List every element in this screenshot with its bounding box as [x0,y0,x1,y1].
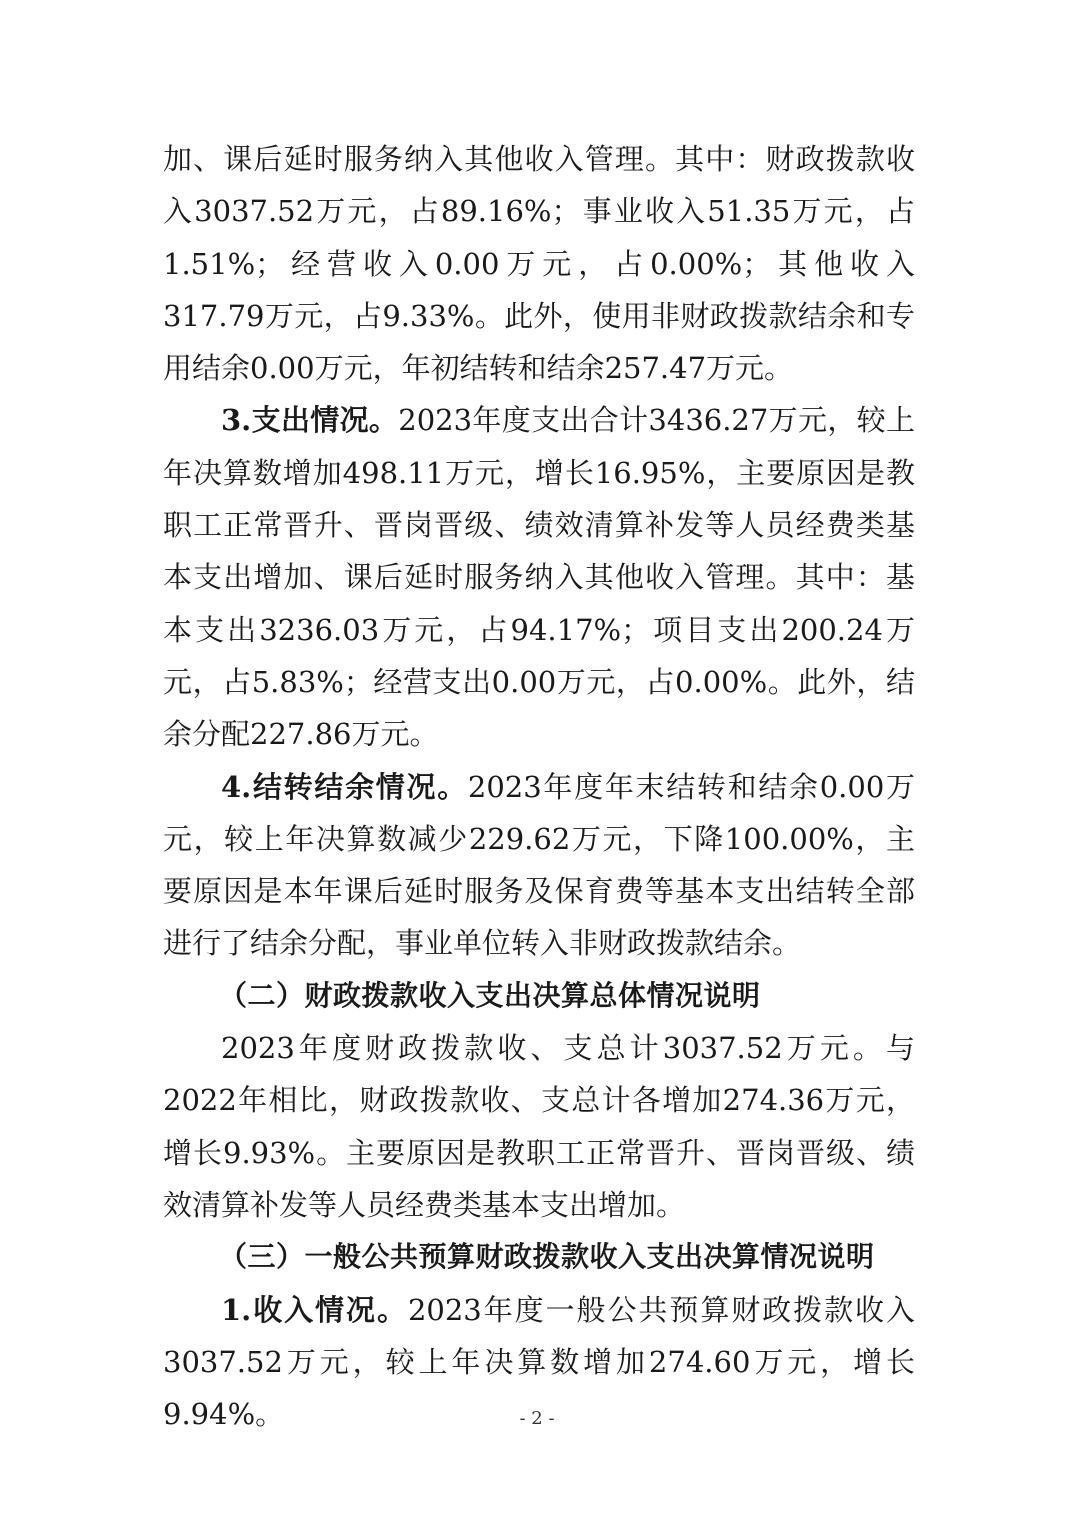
body-text [163,133,915,1440]
section-lead-carryover: 4.结转结余情况。 [221,769,468,804]
paragraph-income-continued: 加、课后延时服务纳入其他收入管理。其中：财政拨款收入3037.52万元，占89.16%；事业收入51.35万元，占1.51%；经营收入0.00万元，占0.00%；其他收入317.79万元，占9.33%。此外，使用非财政拨款结余和专用结余0.00万元，年初结转和结余257.47万元。 [163,142,915,386]
section-lead-expenditure: 3.支出情况。 [221,403,399,438]
paragraph-carryover [163,761,915,970]
page-number: - 2 - [519,1408,555,1429]
paragraph-expenditure [163,394,915,760]
section-lead-income: 1.收入情况。 [221,1292,408,1327]
section-heading-fiscal-overview: （二）财政拨款收入支出决算总体情况说明 [219,978,761,1012]
paragraph-general-budget-income-body: 2023年度一般公共预算财政拨款收入3037.52万元，较上年决算数增加274.60万元，增长9.94%。 [163,1292,915,1432]
paragraph-expenditure-body: 2023年度支出合计3436.27万元，较上年决算数增加498.11万元，增长16.95%，主要原因是教职工正常晋升、晋岗晋级、绩效清算补发等人员经费类基本支出增加、课后延时服务纳入其他收入管理。其中：基本支出3236.03万元，占94.17%；项目支出200.24万元，占5.83%；经营支出0.00万元，占0.00%。此外，结余分配227.86万元。 [163,403,915,752]
paragraph-fiscal-overview: 2023年度财政拨款收、支总计3037.52万元。与2022年相比，财政拨款收、支总计各增加274.36万元，增长9.93%。主要原因是教职工正常晋升、晋岗晋级、绩效清算补发等人员经费类基本支出增加。 [163,1031,915,1222]
paragraph-carryover-body: 2023年度年末结转和结余0.00万元，较上年决算数减少229.62万元，下降100.00%，主要原因是本年课后延时服务及保育费等基本支出结转全部进行了结余分配，事业单位转入非财政拨款结余。 [163,769,916,961]
section-heading-general-budget: （三）一般公共预算财政拨款收入支出决算情况说明 [219,1240,875,1274]
